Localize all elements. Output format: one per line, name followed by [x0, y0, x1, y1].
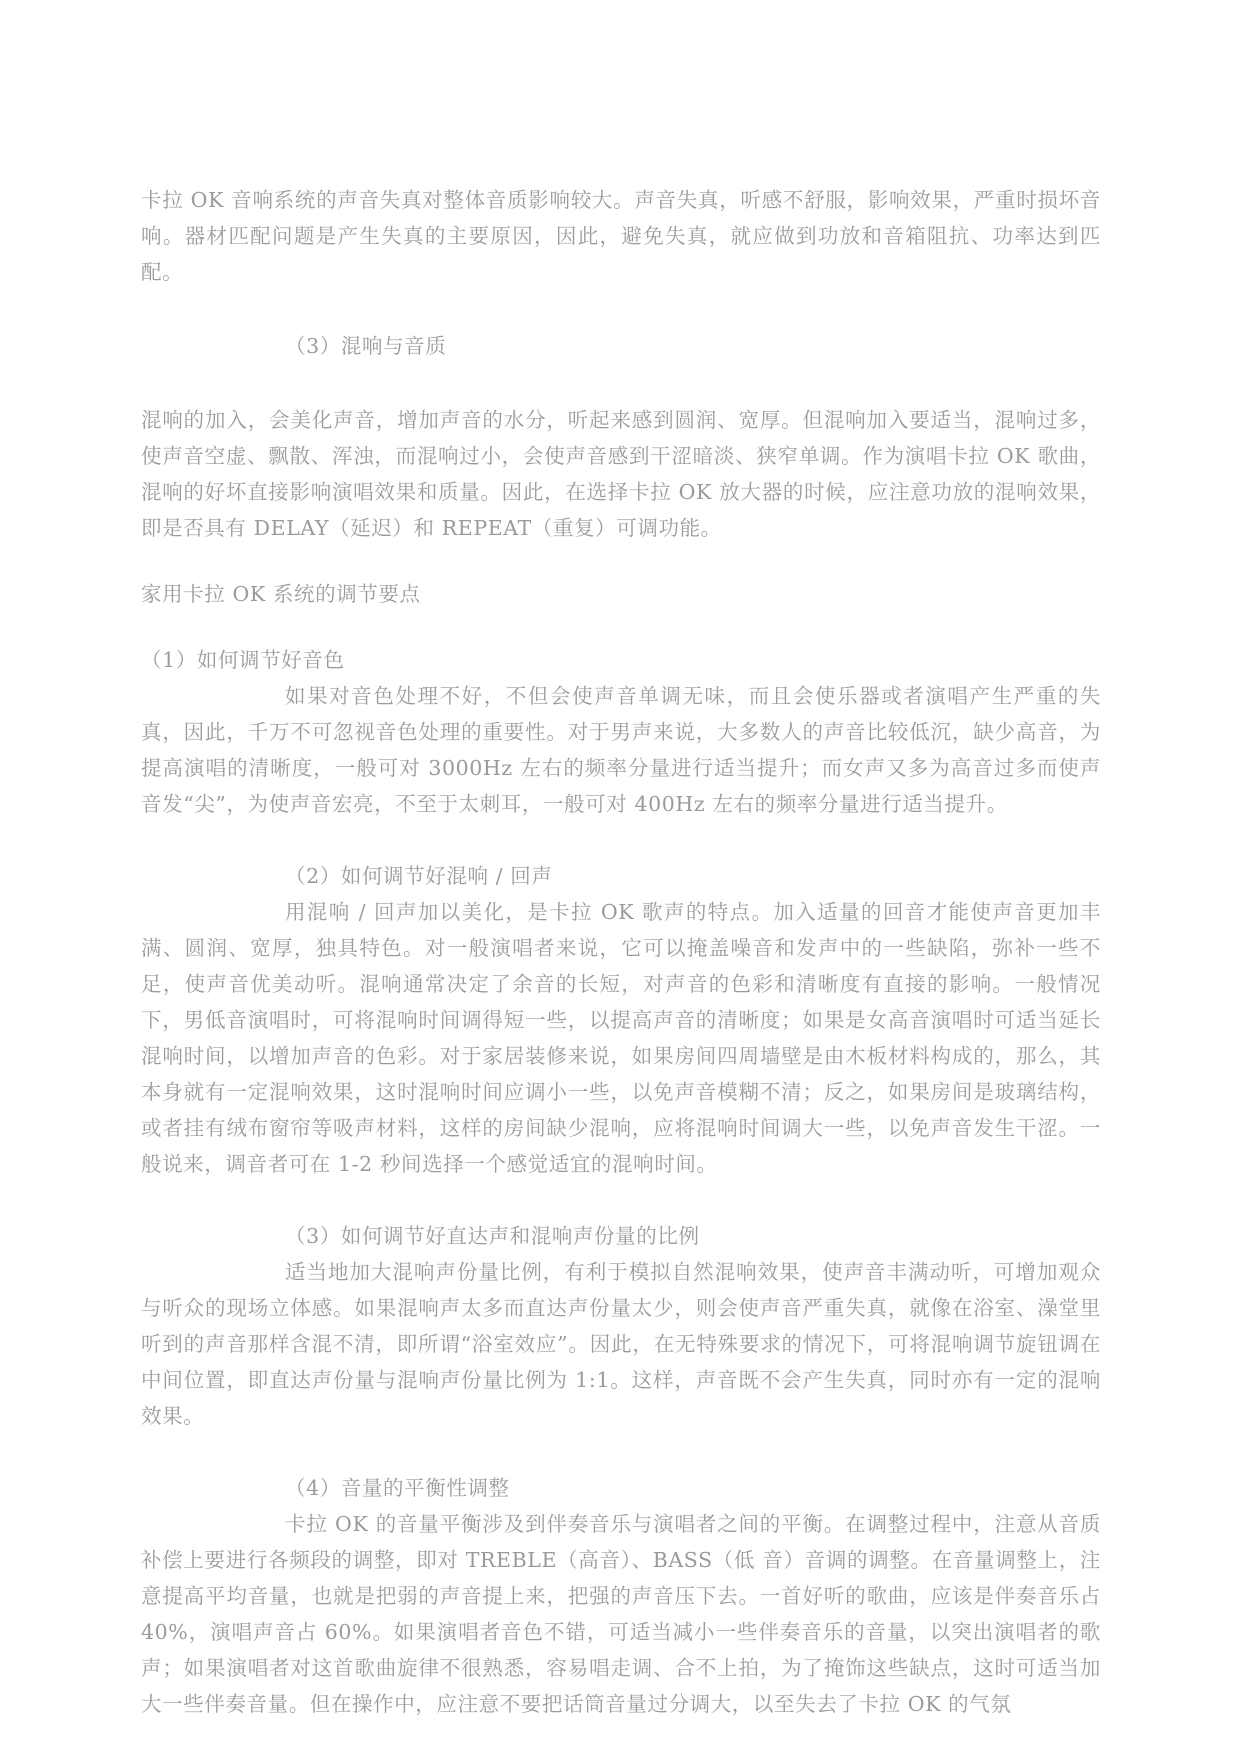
heading-reverb-quality: （3）混响与音质	[285, 334, 447, 358]
paragraph-direct-ratio: 适当地加大混响声份量比例，有利于模拟自然混响效果，使声音丰满动听，可增加观众与听众的现场立体感。如果混响声太多而直达声份量太少，则会使声音严重失真，就像在浴室、澡堂里听到的声音那样含混不清，即所谓“浴室效应”。因此，在无特殊要求的情况下，可将混响调节旋钮调在中间位置，即直达声份量与混响声份量比例为 1:1。这样，声音既不会产生失真，同时亦有一定的混响效果。	[141, 1260, 1101, 1428]
spacer	[141, 612, 1101, 642]
heading-volume-balance: （4）音量的平衡性调整	[285, 1476, 510, 1500]
spacer	[141, 364, 1101, 402]
heading-home-karaoke: 家用卡拉 OK 系统的调节要点	[141, 582, 421, 606]
paragraph-distortion: 卡拉 OK 音响系统的声音失真对整体音质影响较大。声音失真，听感不舒服，影响效果，严重时损坏音响。器材匹配问题是产生失真的主要原因，因此，避免失真，就应做到功放和音箱阻抗、功率达到匹配。	[141, 188, 1101, 284]
paragraph-timbre: 如果对音色处理不好，不但会使声音单调无味，而且会使乐器或者演唱产生严重的失真，因此，千万不可忽视音色处理的重要性。对于男声来说，大多数人的声音比较低沉，缺少高音，为提高演唱的清晰度，一般可对 3000Hz 左右的频率分量进行适当提升；而女声又多为高音过多而使声音发“尖”，为使声音宏亮，不至于太刺耳，一般可对 400Hz 左右的频率分量进行适当提升。	[141, 684, 1101, 816]
paragraph-reverb-echo: 用混响 / 回声加以美化，是卡拉 OK 歌声的特点。加入适量的回音才能使声音更加丰满、圆润、宽厚，独具特色。对一般演唱者来说，它可以掩盖噪音和发声中的一些缺陷，弥补一些不足，使声音优美动听。混响通常决定了余音的长短，对声音的色彩和清晰度有直接的影响。一般情况下，男低音演唱时，可将混响时间调得短一些，以提高声音的清晰度；如果是女高音演唱时可适当延长混响时间，以增加声音的色彩。对于家居装修来说，如果房间四周墙壁是由木板材料构成的，那么，其本身就有一定混响效果，这时混响时间应调小一些，以免声音模糊不清；反之，如果房间是玻璃结构，或者挂有绒布窗帘等吸声材料，这样的房间缺少混响，应将混响时间调大一些，以免声音发生干涩。一般说来，调音者可在 1-2 秒间选择一个感觉适宜的混响时间。	[141, 900, 1101, 1176]
heading-direct-ratio: （3）如何调节好直达声和混响声份量的比例	[285, 1224, 700, 1248]
spacer	[141, 290, 1101, 328]
heading-timbre: （1）如何调节好音色	[141, 648, 345, 672]
paragraph-volume-balance: 卡拉 OK 的音量平衡涉及到伴奏音乐与演唱者之间的平衡。在调整过程中，注意从音质补偿上要进行各频段的调整，即对 TREBLE（高音）、BASS（低 音）音调的调整。在音量调整上，注意提高平均音量，也就是把弱的声音提上来，把强的声音压下去。一首好听的歌曲，应该是伴奏音乐占 40%，演唱声音占 60%。如果演唱者音色不错，可适当减小一些伴奏音乐的音量，以突出演唱者的歌声；如果演唱者对这首歌曲旋律不很熟悉，容易唱走调、合不上拍，为了掩饰这些缺点，这时可适当加大一些伴奏音量。但在操作中，应注意不要把话筒音量过分调大，以至失去了卡拉 OK 的气氛	[141, 1512, 1101, 1716]
document-page	[141, 182, 1101, 1722]
heading-reverb-echo: （2）如何调节好混响 / 回声	[285, 864, 553, 888]
paragraph-reverb: 混响的加入，会美化声音，增加声音的水分，听起来感到圆润、宽厚。但混响加入要适当，混响过多，使声音空虚、飘散、浑浊，而混响过小，会使声音感到干涩暗淡、狭窄单调。作为演唱卡拉 OK 歌曲，混响的好坏直接影响演唱效果和质量。因此，在选择卡拉 OK 放大器的时候，应注意功放的混响效果，即是否具有 DELAY（延迟）和 REPEAT（重复）可调功能。	[141, 408, 1101, 540]
spacer	[141, 546, 1101, 576]
spacer	[141, 1434, 1101, 1470]
spacer	[141, 822, 1101, 858]
spacer	[141, 1182, 1101, 1218]
